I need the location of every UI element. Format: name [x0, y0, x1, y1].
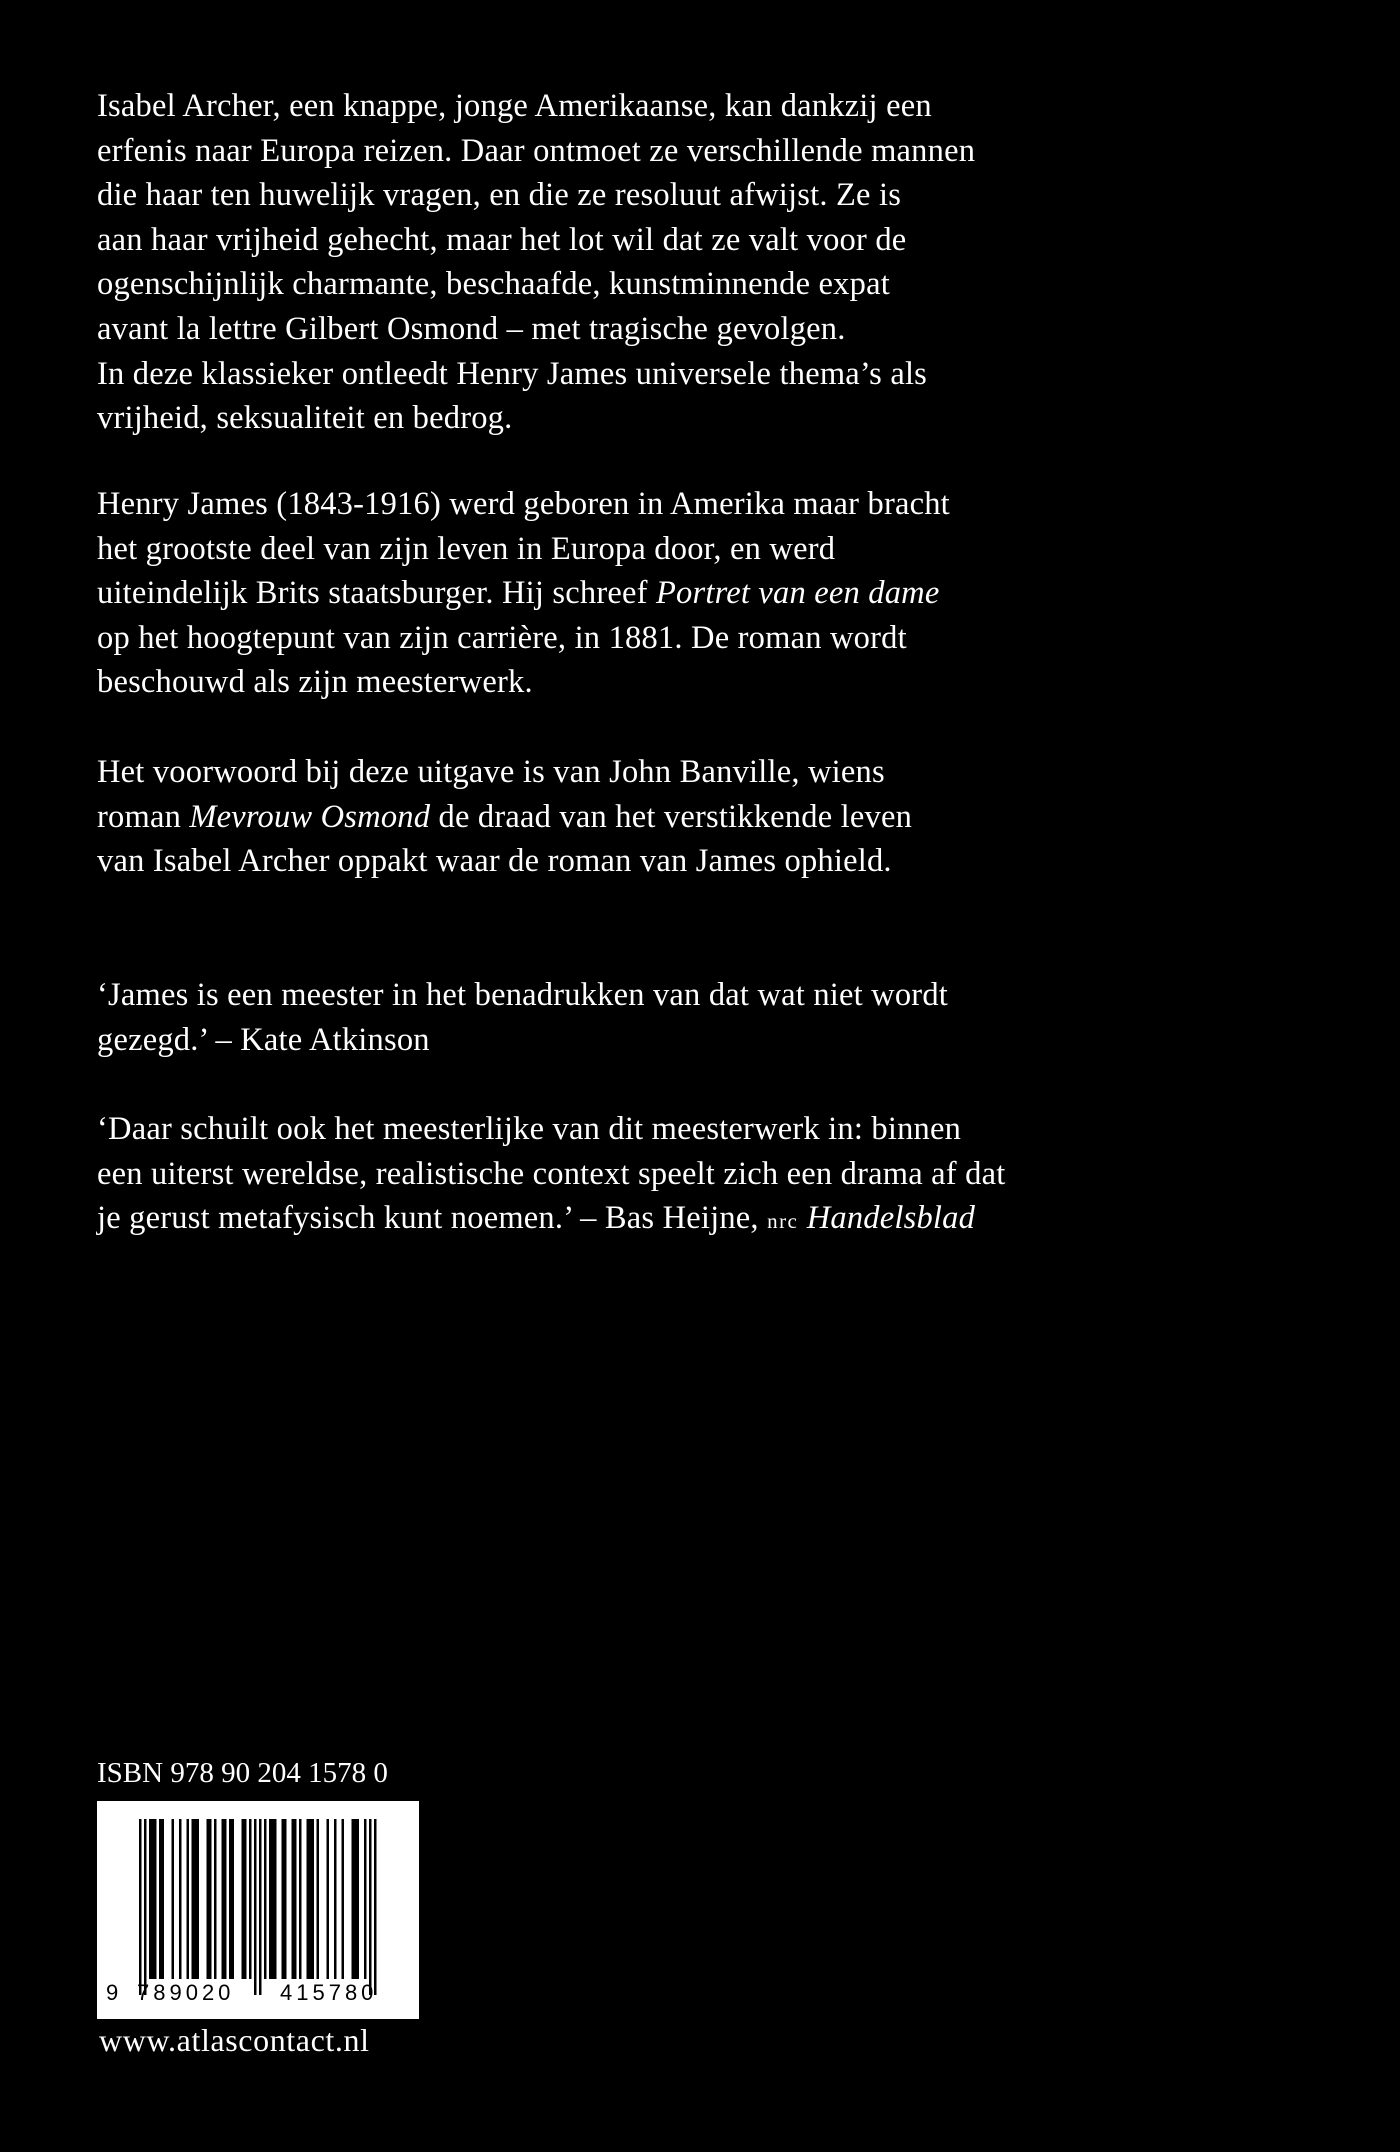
barcode-bar	[312, 1819, 315, 1979]
synopsis-line: aan haar vrijheid gehecht, maar het lot wil dat ze valt voor de	[97, 221, 907, 258]
bio-line: op het hoogtepunt van zijn carrière, in 1881. De roman wordt	[97, 619, 907, 656]
barcode-bar	[152, 1819, 155, 1979]
barcode-bar	[172, 1819, 175, 1979]
barcode-bar	[207, 1819, 210, 1979]
barcode-bar	[149, 1819, 152, 1979]
barcode-bar	[354, 1819, 357, 1979]
synopsis-line: In deze klassieker ontleedt Henry James universele thema’s als	[97, 355, 928, 392]
book-title-italic: Portret van een dame	[655, 575, 940, 612]
barcode-bar	[244, 1819, 247, 1979]
bio-line-text: uiteindelijk Brits staatsburger. Hij schreef	[97, 575, 656, 612]
author-bio-paragraph	[97, 482, 1107, 705]
newspaper-title-italic: Handelsblad	[806, 1200, 976, 1237]
synopsis-line: erfenis naar Europa reizen. Daar ontmoet ze verschillende mannen	[97, 132, 976, 169]
barcode-bar	[232, 1819, 235, 1979]
foreword-line-text: roman	[97, 798, 190, 835]
barcode-bar	[214, 1819, 217, 1979]
quote-line: gezegd.’ – Kate Atkinson	[97, 1021, 430, 1058]
barcode-bar	[139, 1819, 142, 1995]
barcode-bar	[357, 1819, 360, 1979]
bio-line	[97, 571, 1107, 616]
bio-line: beschouwd als zijn meesterwerk.	[97, 664, 533, 701]
barcode-bar	[299, 1819, 302, 1979]
barcode-right-digits: 415780	[280, 1980, 378, 2005]
quote-line: ‘Daar schuilt ook het meesterlijke van dit meesterwerk in: binnen	[97, 1111, 962, 1147]
barcode-bar	[307, 1819, 310, 1979]
barcode-bar	[334, 1819, 337, 1979]
foreword-line-text: de draad van het verstikkende leven	[430, 798, 913, 835]
barcode-bar	[254, 1819, 257, 1995]
quote-line	[97, 1196, 1107, 1244]
barcode-bar	[352, 1819, 355, 1979]
foreword-paragraph	[97, 750, 1107, 884]
barcode-bar	[209, 1819, 212, 1979]
barcode-bar	[194, 1819, 197, 1979]
barcode-bar	[269, 1819, 272, 1979]
publisher-website: www.atlascontact.nl	[99, 2022, 370, 2058]
foreword-line	[97, 795, 1107, 840]
isbn-label: ISBN 978 90 204 1578 0	[97, 1757, 388, 1789]
barcode-bar	[272, 1819, 275, 1979]
barcode-first-digit: 9	[106, 1980, 119, 2005]
barcode-bar	[144, 1819, 147, 1995]
synopsis-line: die haar ten huwelijk vragen, en die ze resoluut afwijst. Ze is	[97, 177, 902, 214]
review-quote-heijne	[97, 1107, 1107, 1244]
barcode-bar	[192, 1819, 195, 1979]
barcode-bar	[294, 1819, 297, 1979]
barcode-bar	[249, 1819, 252, 1979]
synopsis-line: Isabel Archer, een knappe, jonge Amerikaanse, kan dankzij een	[97, 88, 932, 124]
barcode-bar	[162, 1819, 165, 1979]
barcode-bar	[284, 1819, 287, 1979]
barcode-bar	[229, 1819, 232, 1979]
novel-title-italic: Mevrouw Osmond	[189, 798, 431, 835]
barcode-bar	[282, 1819, 285, 1979]
barcode-bar	[292, 1819, 295, 1979]
barcode-digits	[97, 1975, 419, 2011]
barcode-bar	[179, 1819, 182, 1979]
foreword-line: Het voorwoord bij deze uitgave is van John Banville, wiens	[97, 754, 885, 790]
isbn-barcode	[97, 1801, 419, 2019]
review-quote-atkinson	[97, 973, 1107, 1062]
barcode-bar	[242, 1819, 245, 1979]
synopsis-line: ogenschijnlijk charmante, beschaafde, kunstminnende expat	[97, 266, 890, 303]
barcode-bar	[364, 1819, 367, 1979]
bio-line: Henry James (1843-1916) werd geboren in Amerika maar bracht	[97, 486, 950, 522]
quote-line-text: je gerust metafysisch kunt noemen.’ – Bas Heijne,	[97, 1200, 768, 1237]
barcode-bar	[374, 1819, 377, 1995]
foreword-line: van Isabel Archer oppakt waar de roman van James ophield.	[97, 843, 892, 880]
barcode-bar	[224, 1819, 227, 1979]
barcode-bar	[317, 1819, 320, 1979]
barcode-bar	[264, 1819, 267, 1979]
barcode-bar	[327, 1819, 330, 1979]
barcode-bar	[309, 1819, 312, 1979]
quote-line: een uiterst wereldse, realistische context speelt zich een drama af dat	[97, 1155, 1006, 1192]
barcode-bar	[154, 1819, 157, 1979]
synopsis-line: avant la lettre Gilbert Osmond – met tragische gevolgen.	[97, 310, 846, 347]
barcode-bar	[369, 1819, 372, 1995]
bio-line: het grootste deel van zijn leven in Europa door, en werd	[97, 530, 836, 567]
barcode-bar	[342, 1819, 345, 1979]
synopsis-line: vrijheid, seksualiteit en bedrog.	[97, 400, 513, 437]
synopsis-paragraph	[97, 84, 1107, 441]
barcode-bar	[259, 1819, 262, 1995]
barcode-bar	[222, 1819, 225, 1979]
barcode-bar	[274, 1819, 277, 1979]
barcode-bar	[197, 1819, 200, 1979]
barcode-bar	[159, 1819, 162, 1979]
newspaper-abbreviation: nrc	[767, 1209, 799, 1234]
quote-line: ‘James is een meester in het benadrukken van dat wat niet wordt	[97, 977, 948, 1013]
barcode-left-digits: 789020	[137, 1980, 235, 2005]
barcode-bar	[187, 1819, 190, 1979]
